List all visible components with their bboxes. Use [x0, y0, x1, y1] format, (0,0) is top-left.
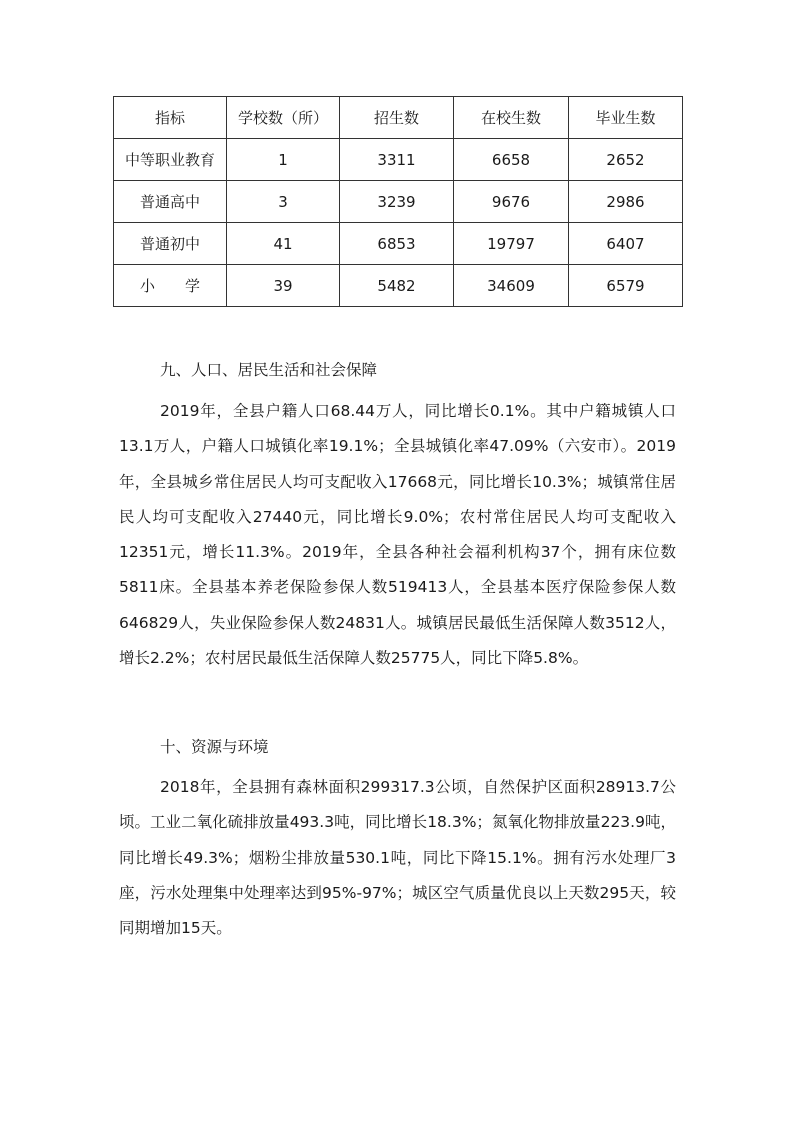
table-cell: 2986 [569, 181, 683, 223]
header-cell: 指标 [114, 97, 227, 139]
table-row [114, 181, 683, 223]
table-cell: 6853 [340, 223, 454, 265]
table-cell: 小 学 [114, 265, 227, 307]
section-heading-environment: 十、资源与环境 [160, 738, 269, 756]
education-stats-table [113, 96, 683, 307]
table-cell: 34609 [454, 265, 569, 307]
table-row [114, 223, 683, 265]
table-cell: 9676 [454, 181, 569, 223]
table-header-row [114, 97, 683, 139]
paragraph-population: 2019年，全县户籍人口68.44万人，同比增长0.1%。其中户籍城镇人口13.1万人，户籍人口城镇化率19.1%；全县城镇化率47.09%（六安市）。2019年，全县城乡常住居民人均可支配收入17668元，同比增长10.3%；城镇常住居民人均可支配收入27440元，同比增长9.0%；农村常住居民人均可支配收入12351元，增长11.3%。2019年，全县各种社会福利机构37个，拥有床位数5811床。全县基本养老保险参保人数519413人，全县基本医疗保险参保人数646829人，失业保险参保人数24831人。城镇居民最低生活保障人数3512人，增长2.2%；农村居民最低生活保障人数25775人，同比下降5.8%。 [119, 402, 676, 668]
header-cell: 毕业生数 [569, 97, 683, 139]
table-cell: 普通初中 [114, 223, 227, 265]
table-cell: 6579 [569, 265, 683, 307]
table-cell: 1 [227, 139, 340, 181]
table-cell: 3 [227, 181, 340, 223]
header-cell: 招生数 [340, 97, 454, 139]
table-cell: 6658 [454, 139, 569, 181]
header-cell: 在校生数 [454, 97, 569, 139]
table-row [114, 139, 683, 181]
table-cell: 3239 [340, 181, 454, 223]
table-cell: 41 [227, 223, 340, 265]
paragraph-environment: 2018年，全县拥有森林面积299317.3公顷，自然保护区面积28913.7公顷。工业二氧化硫排放量493.3吨，同比增长18.3%；氮氧化物排放量223.9吨，同比增长49.3%；烟粉尘排放量530.1吨，同比下降15.1%。拥有污水处理厂3座，污水处理集中处理率达到95%-97%；城区空气质量优良以上天数295天，较同期增加15天。 [119, 778, 676, 938]
table-cell: 3311 [340, 139, 454, 181]
table-cell: 39 [227, 265, 340, 307]
table-cell: 6407 [569, 223, 683, 265]
table-row [114, 265, 683, 307]
table-cell: 19797 [454, 223, 569, 265]
table-cell: 5482 [340, 265, 454, 307]
table-cell: 中等职业教育 [114, 139, 227, 181]
table-cell: 2652 [569, 139, 683, 181]
section-heading-population: 九、人口、居民生活和社会保障 [160, 361, 378, 379]
table-cell: 普通高中 [114, 181, 227, 223]
header-cell: 学校数（所） [227, 97, 340, 139]
